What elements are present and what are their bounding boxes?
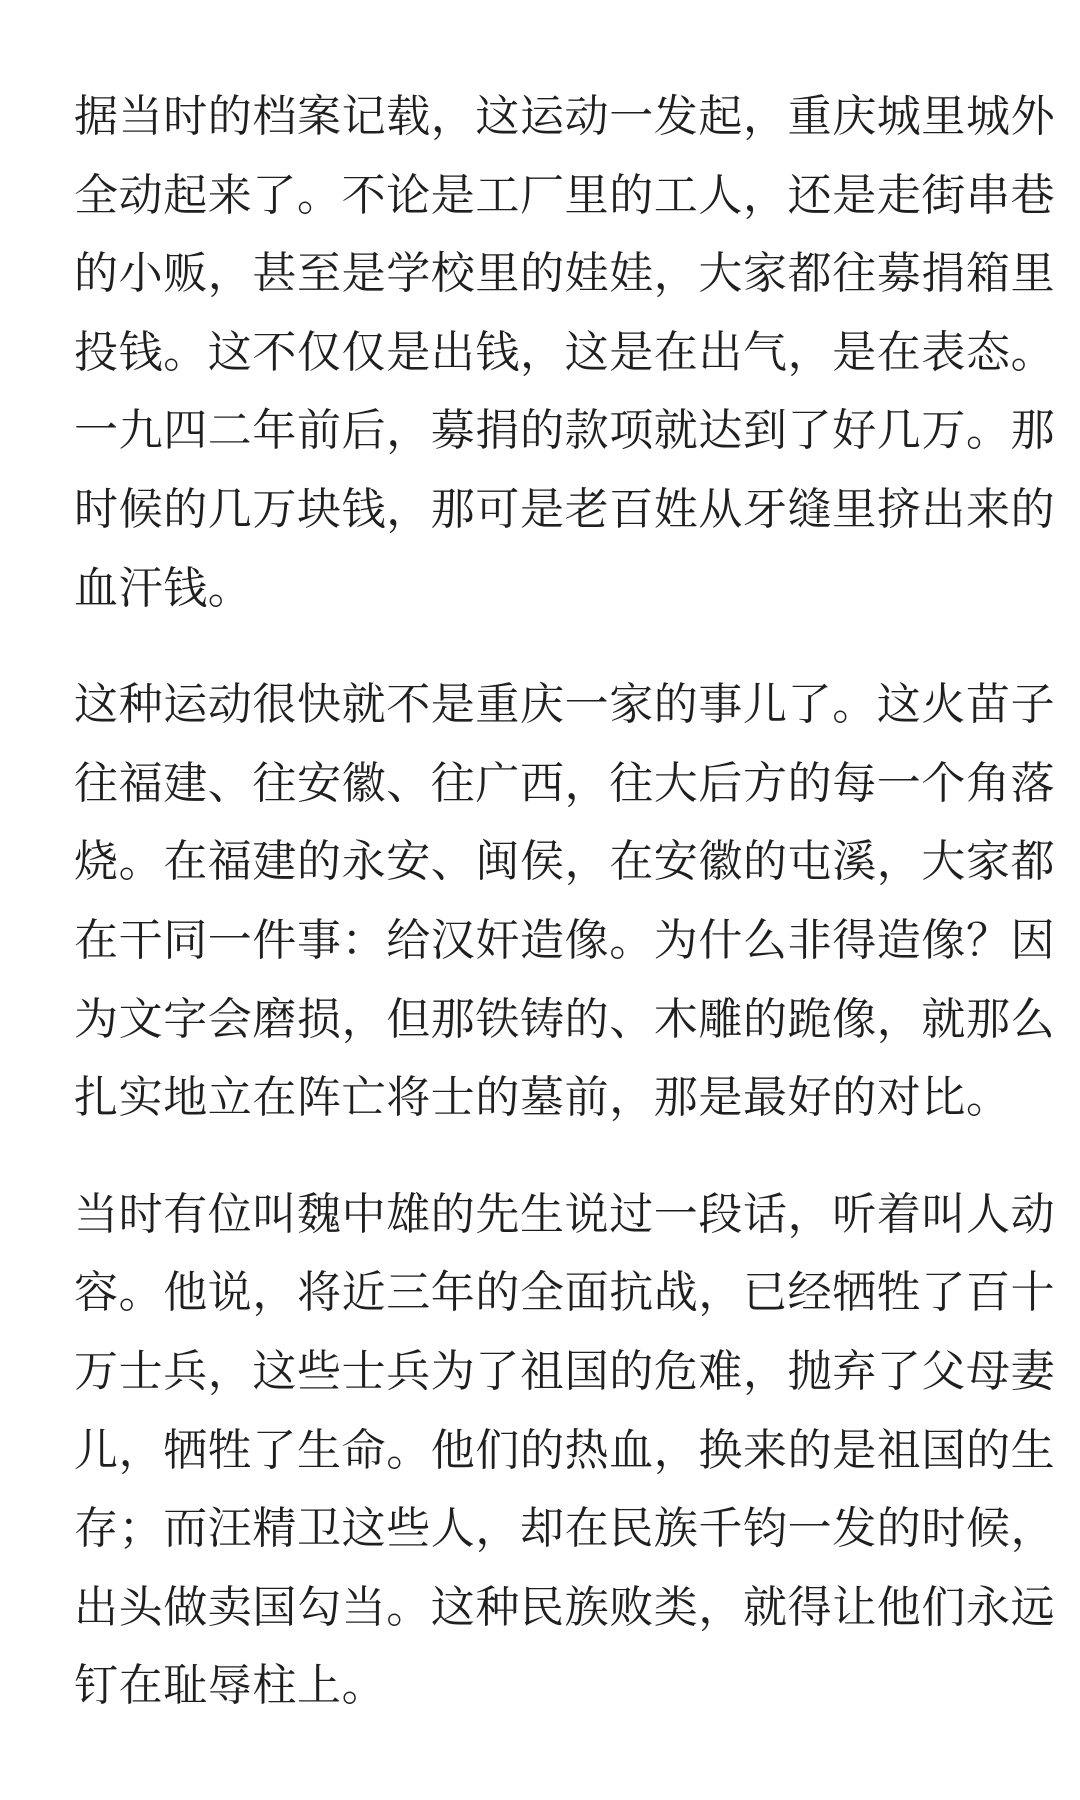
article-body (74, 78, 1056, 1764)
paragraph-2 (74, 666, 1056, 1138)
text-line: 据当时的档案记载，这运动一发起，重庆城里城外 (74, 91, 1056, 142)
text-line: 出头做卖国勾当。这种民族败类，就得让他们永远 (74, 1581, 1056, 1633)
text-line: 当时有位叫魏中雄的先生说过一段话，听着叫人动 (74, 1188, 1056, 1240)
text-line: 的小贩，甚至是学校里的娃娃，大家都往募捐箱里 (74, 248, 1056, 300)
text-line: 这种运动很快就不是重庆一家的事儿了。这火苗子 (74, 679, 1056, 731)
paragraph-1 (74, 78, 1056, 628)
text-line: 儿，牺牲了生命。他们的热血，换来的是祖国的生 (74, 1424, 1056, 1476)
text-line: 万士兵，这些士兵为了祖国的危难，抛弃了父母妻 (74, 1345, 1056, 1397)
text-line: 时候的几万块钱，那可是老百姓从牙缝里挤出来的 (74, 483, 1056, 535)
text-line: 一九四二年前后，募捐的款项就达到了好几万。那 (74, 405, 1056, 457)
text-line: 烧。在福建的永安、闽侯，在安徽的屯溪，大家都 (74, 836, 1056, 888)
text-line: 往福建、往安徽、往广西，往大后方的每一个角落 (74, 757, 1056, 809)
text-line: 存；而汪精卫这些人，却在民族千钧一发的时候， (74, 1503, 1056, 1555)
paragraph-3 (74, 1176, 1056, 1726)
text-line: 全动起来了。不论是工厂里的工人，还是走街串巷 (74, 169, 1056, 221)
text-line: 投钱。这不仅仅是出钱，这是在出气，是在表态。 (74, 326, 1056, 378)
text-line: 血汗钱。 (74, 562, 253, 614)
text-line: 为文字会磨损，但那铁铸的、木雕的跪像，就那么 (74, 993, 1056, 1045)
text-line: 钉在耻辱柱上。 (74, 1660, 387, 1712)
text-line: 在干同一件事：给汉奸造像。为什么非得造像？因 (74, 914, 1056, 966)
text-line: 扎实地立在阵亡将士的墓前，那是最好的对比。 (74, 1072, 1011, 1124)
text-line: 容。他说，将近三年的全面抗战，已经牺牲了百十 (74, 1267, 1056, 1319)
